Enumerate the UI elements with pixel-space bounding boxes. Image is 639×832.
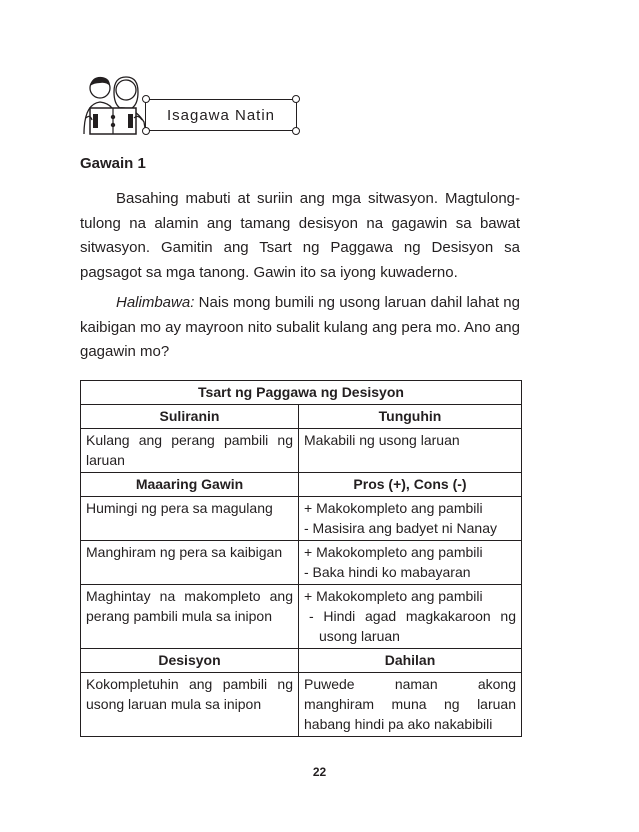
- option-cell: Humingi ng pera sa magulang: [81, 497, 299, 541]
- scroll-curl-icon: [142, 95, 150, 103]
- option-cell: Maghintay na makompleto ang perang pambili mula sa inipon: [81, 585, 299, 649]
- goal-cell: Makabili ng usong laruan: [299, 429, 522, 473]
- option-cell: Manghiram ng pera sa kaibigan: [81, 541, 299, 585]
- options-header: Maaaring Gawin: [81, 473, 299, 497]
- pros-cons-cell: [299, 541, 522, 585]
- pro-item: + Makokompleto ang pambili: [304, 544, 483, 560]
- table-row: [81, 585, 522, 649]
- example-label: Halimbawa:: [116, 294, 195, 311]
- pros-cons-cell: [299, 497, 522, 541]
- chart-title: Tsart ng Paggawa ng Desisyon: [81, 381, 522, 405]
- activity-heading: Gawain 1: [80, 155, 146, 172]
- decision-chart: [80, 380, 522, 737]
- chart-title-row: [81, 381, 522, 405]
- problem-cell: Kulang ang perang pambili ng laruan: [81, 429, 299, 473]
- scroll-curl-icon: [142, 127, 150, 135]
- reason-header: Dahilan: [299, 649, 522, 673]
- table-row: [81, 541, 522, 585]
- children-reading-illustration: [76, 74, 154, 136]
- pros-cons-header: Pros (+), Cons (-): [299, 473, 522, 497]
- decision-header-row: [81, 649, 522, 673]
- banner-title: Isagawa Natin: [166, 106, 276, 124]
- pros-cons-cell: [299, 585, 522, 649]
- decision-cell: Kokompletuhin ang pambili ng usong laruan mula sa inipon: [81, 673, 299, 737]
- page-number: 22: [312, 765, 327, 779]
- decision-header: Desisyon: [81, 649, 299, 673]
- scroll-curl-icon: [292, 127, 300, 135]
- con-item: - Masisira ang badyet ni Nanay: [304, 520, 497, 536]
- example-text: Nais mong bumili ng usong laruan dahil lahat ng kaibigan mo ay mayroon nito subalit kulang ang pera mo. Ano ang gagawin mo?: [80, 294, 520, 360]
- problem-goal-header-row: [81, 405, 522, 429]
- decision-row: [81, 673, 522, 737]
- pro-item: + Makokompleto ang pambili: [304, 588, 483, 604]
- options-header-row: [81, 473, 522, 497]
- table-row: [81, 497, 522, 541]
- problem-header: Suliranin: [81, 405, 299, 429]
- con-item: - Hindi agad magkakaroon ng usong laruan: [309, 608, 516, 644]
- instructions-paragraph: Basahing mabuti at suriin ang mga sitwasyon. Magtulong-tulong na alamin ang tamang desisyon na gagawin sa bawat sitwasyon. Gamitin ang Tsart ng Paggawa ng Desisyon sa pagsagot sa mga tanong. Gawin ito sa iyong kuwaderno.: [80, 190, 520, 281]
- con-item: - Baka hindi ko mabayaran: [304, 564, 471, 580]
- problem-goal-row: [81, 429, 522, 473]
- section-banner: [145, 99, 297, 131]
- goal-header: Tunguhin: [299, 405, 522, 429]
- example-paragraph: [80, 291, 520, 365]
- pro-item: + Makokompleto ang pambili: [304, 500, 483, 516]
- scroll-curl-icon: [292, 95, 300, 103]
- reason-cell: Puwede naman akong manghiram muna ng laruan habang hindi pa ako nakabibili: [299, 673, 522, 737]
